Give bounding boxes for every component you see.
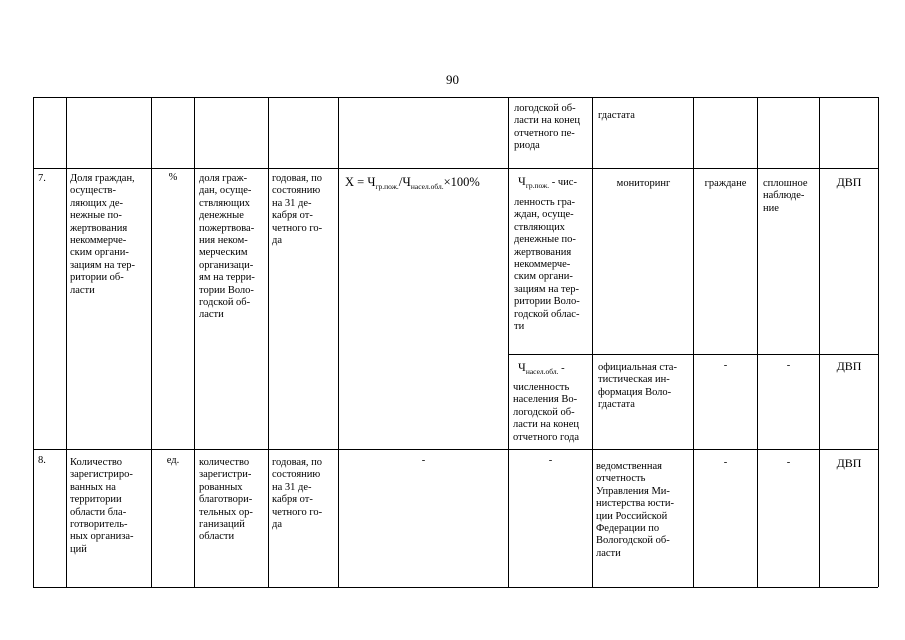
table-col-border [757,97,758,587]
row8-coverage: - [786,457,791,468]
formula-lhs: X = Ч [345,175,376,189]
table-rule-top [33,97,878,98]
formula-sub-numerator: гр.пож. [375,182,399,191]
row8-indicator-name: Количество зарегистриро- ванных на территории области бла- готворитель- ных организа- ций [70,457,134,555]
formula-divider: /Ч [398,174,411,189]
row8-number: 8. [38,455,46,466]
table-col-border [151,97,152,587]
row7-var2-coverage: - [786,360,791,371]
row7-periodicity: годовая, по состоянию на 31 де- кабря от- четного го- да [272,173,323,247]
continuation-definition: логодской об- ласти на конец отчетного пе- риода [514,103,581,152]
table-rule-row8 [33,449,878,450]
row7-unit: % [168,172,178,183]
row7-var2-description: численность населения Во- логодской об- ласти на конец отчетного года [513,382,580,443]
row7-number: 7. [38,173,46,184]
table-col-border [878,97,879,587]
row7-var1-coverage: сплошное наблюде- ние [763,178,808,214]
table-col-border [693,97,694,587]
row7-definition: доля граж- дан, осуще- ствляющих денежные пожертвова- ния неком- мерческим организаци- ям на терри- тории Воло- годской об- ласти [199,173,255,321]
row8-definition: количество зарегистри- рованных благотвори- тельных ор- ганизаций области [199,457,253,543]
table-rule-row7 [33,168,878,169]
table-col-border [268,97,269,587]
row8-respondents: - [723,457,728,468]
row8-unit: ед. [166,455,180,466]
row7-var2-symbol [518,360,565,376]
row7-var2-respondents: - [723,360,728,371]
row7-var2-responsible: ДВП [836,359,862,373]
table-col-border [66,97,67,587]
table-col-border [194,97,195,587]
row8-periodicity: годовая, по состоянию на 31 де- кабря от- четного го- да [272,457,323,531]
page-number: 90 [446,72,459,87]
row7-formula [345,174,480,191]
table-col-border [819,97,820,587]
row7-var1-symbol [518,174,577,190]
continuation-source: гдастата [598,110,635,121]
var2-subscript: насел.обл. [525,367,559,376]
row7-var1-responsible: ДВП [836,175,862,189]
var2-letter: Ч [518,360,526,374]
row7-var1-method: мониторинг [616,178,671,189]
row8-formula: - [421,455,426,466]
var1-subscript: гр.пож. [525,181,550,190]
row8-variables: - [548,455,553,466]
formula-tail: ×100% [443,175,480,189]
var1-letter: Ч [518,174,526,188]
row7-var1-respondents: граждане [704,178,747,189]
row7-var2-method: официальная ста- тистическая ин- формация Воло- гдастата [598,362,677,411]
table-col-border [508,97,509,587]
row8-method: ведомственная отчетность Управления Ми- нистерства юсти- ции Российской Федерации по Вологодской об- ласти [596,461,674,559]
table-rule-bottom [33,587,878,588]
var2-dash: - [558,363,565,374]
table-col-border [592,97,593,587]
row7-indicator-name: Доля граждан, осуществ- ляющих де- нежные по- жертвования некоммерче- ским органи- зациям на тер- ритории об- ласти [70,173,136,296]
row8-responsible: ДВП [836,456,862,470]
row7-var1-description: ленность гра- ждан, осуще- ствляющих денежные по- жертвования некоммерче- ским органи- зациям на тер- ритории Воло- годской облас- ти [514,197,580,333]
var1-desc-first: - чис- [549,177,577,188]
table-col-border [338,97,339,587]
table-col-border [33,97,34,587]
formula-sub-denominator: насел.обл. [410,182,444,191]
